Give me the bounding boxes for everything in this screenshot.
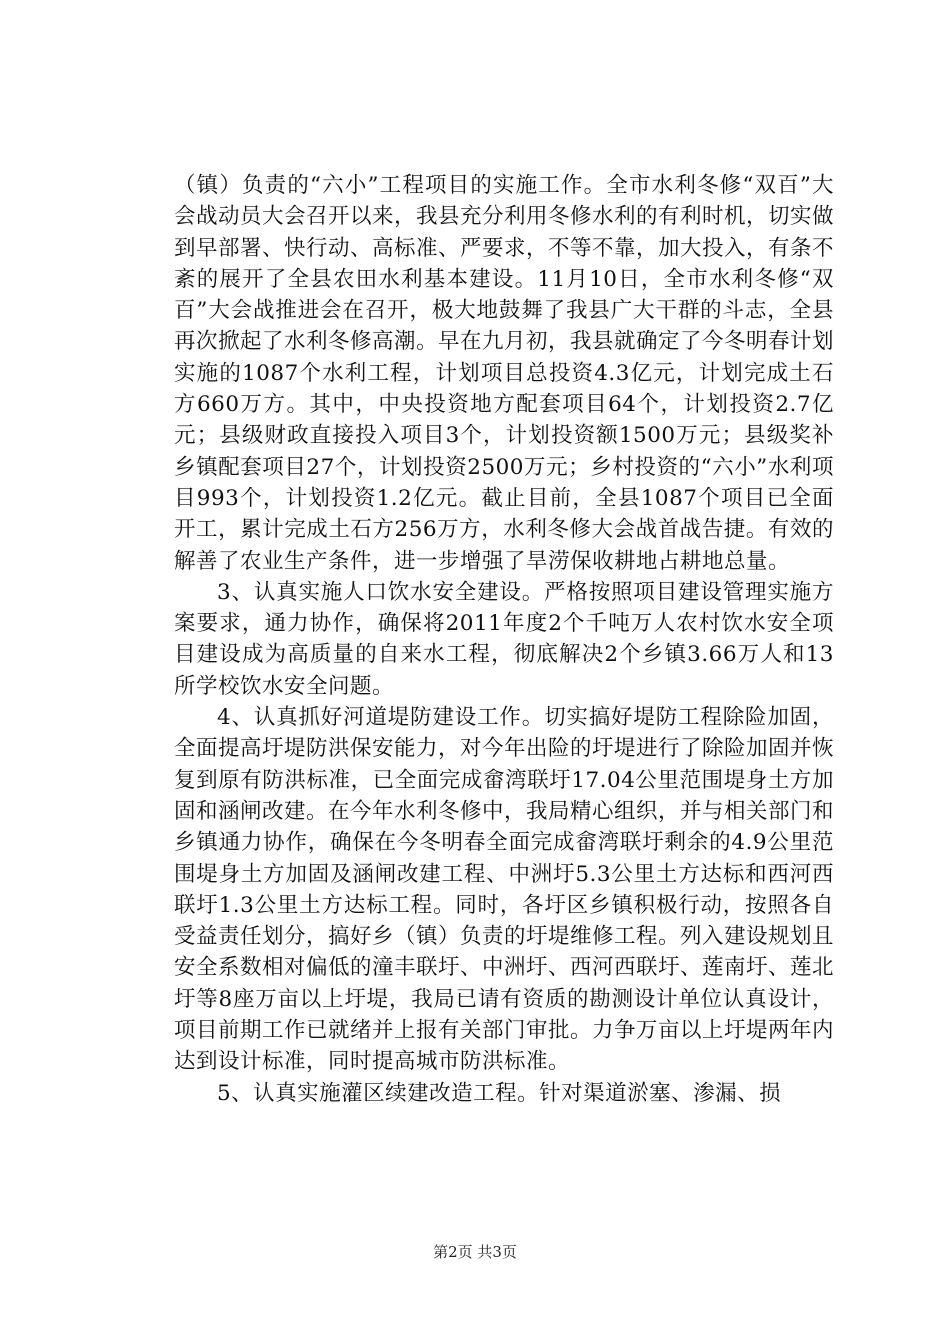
paragraph-project-summary: （镇）负责的“六小”工程项目的实施工作。全市水利冬修“双百”大会战动员大会召开以来，我县充分利用冬修水利的有利时机，切实做到早部署、快行动、高标准、严要求，不等不靠，加大投入，有条不紊的展开了全县农田水利基本建设。11月10日，全市水利冬修“双百”大会战推进会在召开，极大地鼓舞了我县广大干群的斗志，全县再次掀起了水利冬修高潮。早在九月初，我县就确定了今冬明春计划实施的1087个水利工程，计划项目总投资4.3亿元，计划完成土石方660万方。其中，中央投资地方配套项目64个，计划投资2.7亿元；县级财政直接投入项目3个，计划投资额1500万元；县级奖补乡镇配套项目27个，计划投资2500万元；乡村投资的“六小”水利项目993个，计划投资1.2亿元。截止目前，全县1087个项目已全面开工，累计完成土石方256万方，水利冬修大会战首战告捷。有效的解善了农业生产条件，进一步增强了旱涝保收耕地占耕地总量。	[174, 173, 835, 574]
document-body	[174, 170, 834, 1109]
page-footer: 第2页 共3页	[433, 1243, 517, 1261]
paragraph-drinking-water-safety: 3、认真实施人口饮水安全建设。严格按照项目建设管理实施方案要求，通力协作，确保将2011年度2个千吨万人农村饮水安全项目建设成为高质量的自来水工程，彻底解决2个乡镇3.66万人和13所学校饮水安全问题。	[174, 579, 834, 699]
paragraph-irrigation-renovation: 5、认真实施灌区续建改造工程。针对渠道淤塞、渗漏、损	[217, 1080, 782, 1106]
paragraph-embankment-construction: 4、认真抓好河道堤防建设工作。切实搞好堤防工程除险加固，全面提高圩堤防洪保安能力，对今年出险的圩堤进行了除险加固并恢复到原有防洪标准，已全面完成畲湾联圩17.04公里范围堤身土方加固和涵闸改建。在今年水利冬修中，我局精心组织，并与相关部门和乡镇通力协作，确保在今冬明春全面完成畲湾联圩剩余的4.9公里范围堤身土方加固及涵闸改建工程、中洲圩5.3公里土方达标和西河西联圩1.3公里土方达标工程。同时，各圩区乡镇积极行动，按照各自受益责任划分，搞好乡（镇）负责的圩堤维修工程。列入建设规划且安全系数相对偏低的潼丰联圩、中洲圩、西河西联圩、莲南圩、莲北圩等8座万亩以上圩堤，我局已请有资质的勘测设计单位认真设计，项目前期工作已就绪并上报有关部门审批。力争万亩以上圩堤两年内达到设计标准，同时提高城市防洪标准。	[174, 705, 835, 1075]
